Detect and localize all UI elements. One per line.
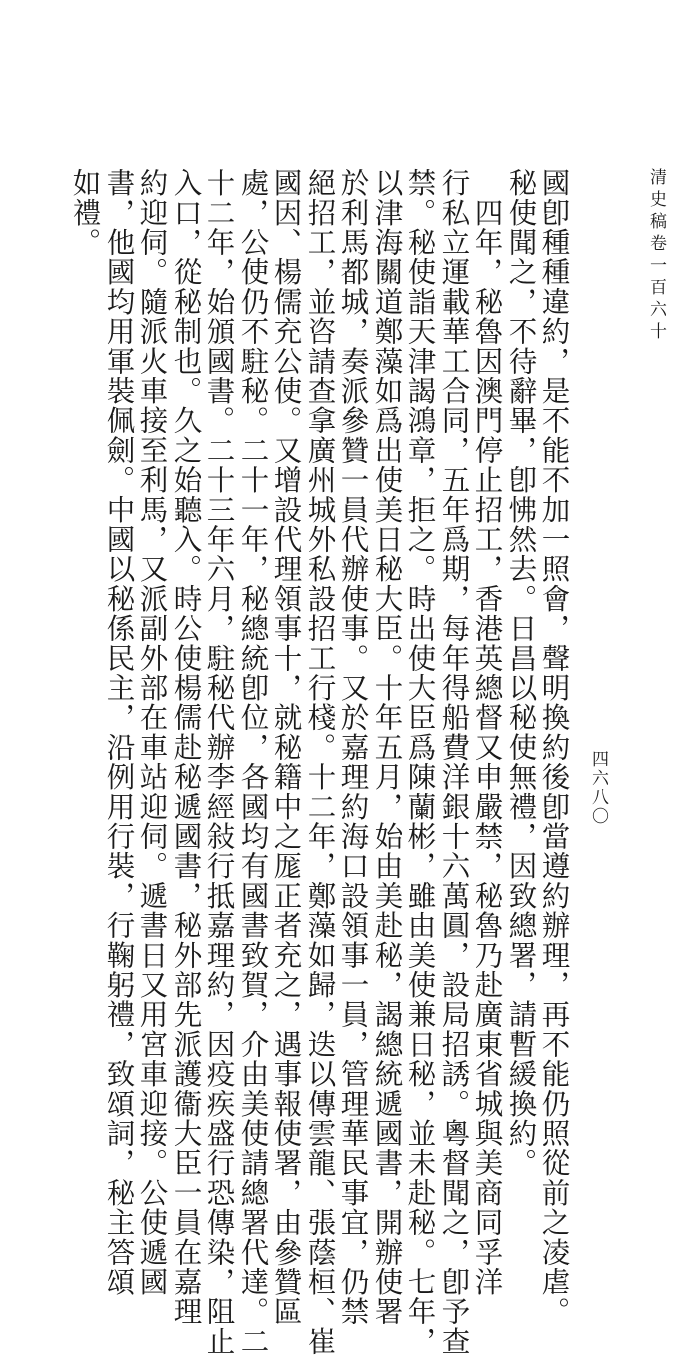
text-column: 絕招工，並咨請查拿廣州城外私設招工行棧。十二年，鄭藻如歸，迭以傳雲龍、張蔭桓、崔 bbox=[303, 168, 337, 1356]
text-column: 行私立運載華工合同，五年爲期，每年得船費洋銀十六萬圓，設局招誘。粵督聞之，卽予查 bbox=[437, 168, 471, 1356]
text-column: 如禮。 bbox=[68, 168, 102, 258]
text-column: 禁。秘使詣天津謁鴻章，拒之。時出使大臣爲陳蘭彬，雖由美使兼日秘，並未赴秘。七年， bbox=[403, 168, 437, 1356]
text-column: 處，公使仍不駐秘。二十一年，秘總統卽位，各國均有國書致賀，介由美使請總署代達。二 bbox=[236, 168, 270, 1356]
text-column: 於利馬都城，奏派參贊一員代辦使事。又於嘉理約海口設領事一員，管理華民事宜，仍禁 bbox=[336, 168, 370, 1327]
text-column: 入口，從秘制也。久之始聽入。時公使楊儒赴秘遞國書，秘外部先派護衞大臣一員在嘉理 bbox=[169, 168, 203, 1327]
text-column: 國因、楊儒充公使。又增設代理領事十，就秘籍中之厖正者充之，遇事報使署，由參贊區 bbox=[269, 168, 303, 1327]
text-column: 四年，秘魯因澳門停止招工，香港英總督又申嚴禁，秘魯乃赴廣東省城與美商同孚洋 bbox=[470, 168, 504, 1297]
page-number: 四六八〇 bbox=[588, 750, 608, 826]
text-column: 國卽種種違約，是不能不加一照會，聲明換約後卽當遵約辦理，再不能仍照從前之凌虐。 bbox=[537, 168, 571, 1327]
text-column: 約迎伺。隨派火車接至利馬，又派副外部在車站迎伺。遞書日又用宮車迎接。公使遞國 bbox=[135, 168, 169, 1297]
running-title: 清史稿卷一百六十 bbox=[646, 168, 666, 344]
text-column: 十二年，始頒國書。二十三年六月，駐秘代辦李經敍行抵嘉理約，因疫疾盛行恐傳染，阻止 bbox=[202, 168, 236, 1356]
text-column: 以津海關道鄭藻如爲出使美日秘大臣。十年五月，始由美赴秘，謁總統遞國書，開辦使署 bbox=[370, 168, 404, 1327]
text-column: 書，他國均用軍裝佩劍。中國以秘係民主，沿例用行裝，行鞠躬禮，致頌詞，秘主答頌 bbox=[102, 168, 136, 1297]
text-column: 秘使聞之，不待辭畢，卽怫然去。日昌以秘使無禮，因致總署，請暫緩換約。 bbox=[504, 168, 538, 1178]
